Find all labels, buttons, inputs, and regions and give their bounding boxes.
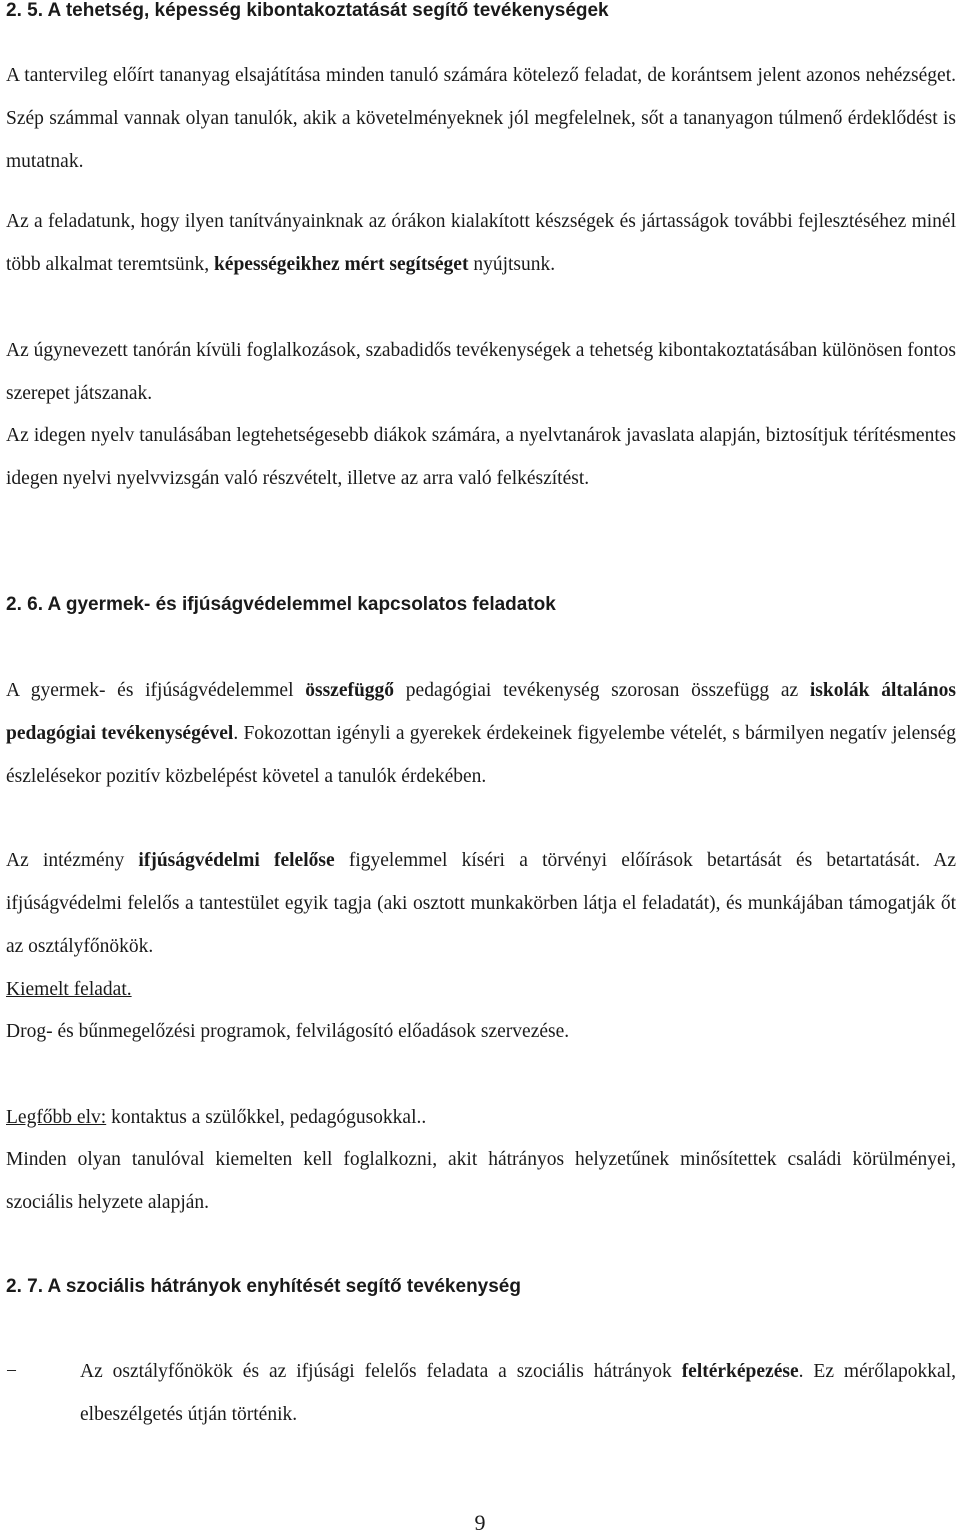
paragraph-drug-prevention: Drog- és bűnmegelőzési programok, felvilágosító előadások szervezése. [6, 1021, 570, 1042]
yo-text-b: ifjúságvédelmi felelőse [138, 850, 335, 871]
paragraph-extracurricular: Az úgynevezett tanórán kívüli foglalkozások, szabadidős tevékenységek a tehetség kibontakoztatásában különösen fontos szerepet játszanak. [6, 340, 956, 404]
heading-2-6: 2. 6. A gyermek- és ifjúságvédelemmel kapcsolatos feladatok [6, 594, 556, 615]
paragraph-task [6, 200, 956, 286]
li-text-c: . Ez mérőlapokkal, elbeszélgetés útján történik. [80, 1361, 956, 1425]
paragraph-task-end: nyújtsunk. [468, 254, 556, 275]
cp-text-a: A gyermek- és ifjúságvédelemmel [6, 680, 306, 701]
li-text-a: Az osztályfőnökök és az ifjúsági felelős feladata a szociális hátrányok [80, 1361, 682, 1382]
list-item-text [80, 1350, 956, 1436]
paragraph-language: Az idegen nyelv tanulásában legtehetségesebb diákok számára, a nyelvtanárok javaslata alapján, biztosítjuk térítésmentes idegen nyelvi nyelvvizsgán való részvételt, illetve az arra való felkészítést. [6, 425, 956, 489]
yo-text-a: Az intézmény [6, 850, 139, 871]
heading-2-5: 2. 5. A tehetség, képesség kibontakoztatását segítő tevékenységek [6, 0, 609, 21]
cp-text-c: pedagógiai tevékenység szorosan összefügg az [394, 680, 810, 701]
paragraph-task-bold: képességeikhez mért segítséget [213, 254, 469, 275]
list-item-social [6, 1350, 956, 1436]
paragraph-child-protection [6, 669, 956, 798]
li-text-b: feltérképezése [681, 1361, 799, 1382]
paragraph-curriculum: A tantervileg előírt tananyag elsajátítása minden tanuló számára kötelező feladat, de korántsem jelent azonos nehézséget. Szép számmal vannak olyan tanulók, akik a követelményeknek jól megfelelnek, sőt a tananyagon túlmenő érdeklődést is mutatnak. [6, 65, 956, 172]
page-number: 9 [474, 1510, 486, 1535]
paragraph-task-text: Az a feladatunk, hogy ilyen tanítványainknak az órákon kialakított készségek és jártasságok további fejlesztéséhez minél több alkalmat teremtsünk, [6, 211, 956, 275]
paragraph-disadvantaged: Minden olyan tanulóval kiemelten kell foglalkozni, akit hátrányos helyzetűnek minősítettek családi körülményei, szociális helyzete alapján. [6, 1149, 956, 1213]
paragraph-principle [6, 1096, 956, 1139]
yo-text-c: figyelemmel kíséri a törvényi előírások betartását és betartatását. Az ifjúságvédelmi felelős a tantestület egyik tagja (aki osztott munkakörben látja el feladatát), és munkájában támogatják őt az osztályfőnökök. [6, 850, 956, 957]
kiemelt-feladat [6, 968, 956, 1011]
kiemelt-feladat-label: Kiemelt feladat. [6, 979, 132, 1000]
paragraph-youth-officer [6, 839, 956, 968]
principle-label: Legfőbb elv: [6, 1107, 107, 1128]
list-dash: − [6, 1361, 17, 1382]
cp-text-d: iskolák általános pedagógiai tevékenységével [6, 680, 956, 744]
cp-text-b: összefüggő [305, 680, 395, 701]
cp-text-e: . Fokozottan igényli a gyerekek érdekeinek figyelembe vételét, s bármilyen negatív jelenség észlelésekor pozitív közbelépést követel a tanulók érdekében. [6, 723, 956, 787]
principle-text: kontaktus a szülőkkel, pedagógusokkal.. [106, 1107, 427, 1128]
heading-2-7: 2. 7. A szociális hátrányok enyhítését segítő tevékenység [6, 1276, 521, 1297]
